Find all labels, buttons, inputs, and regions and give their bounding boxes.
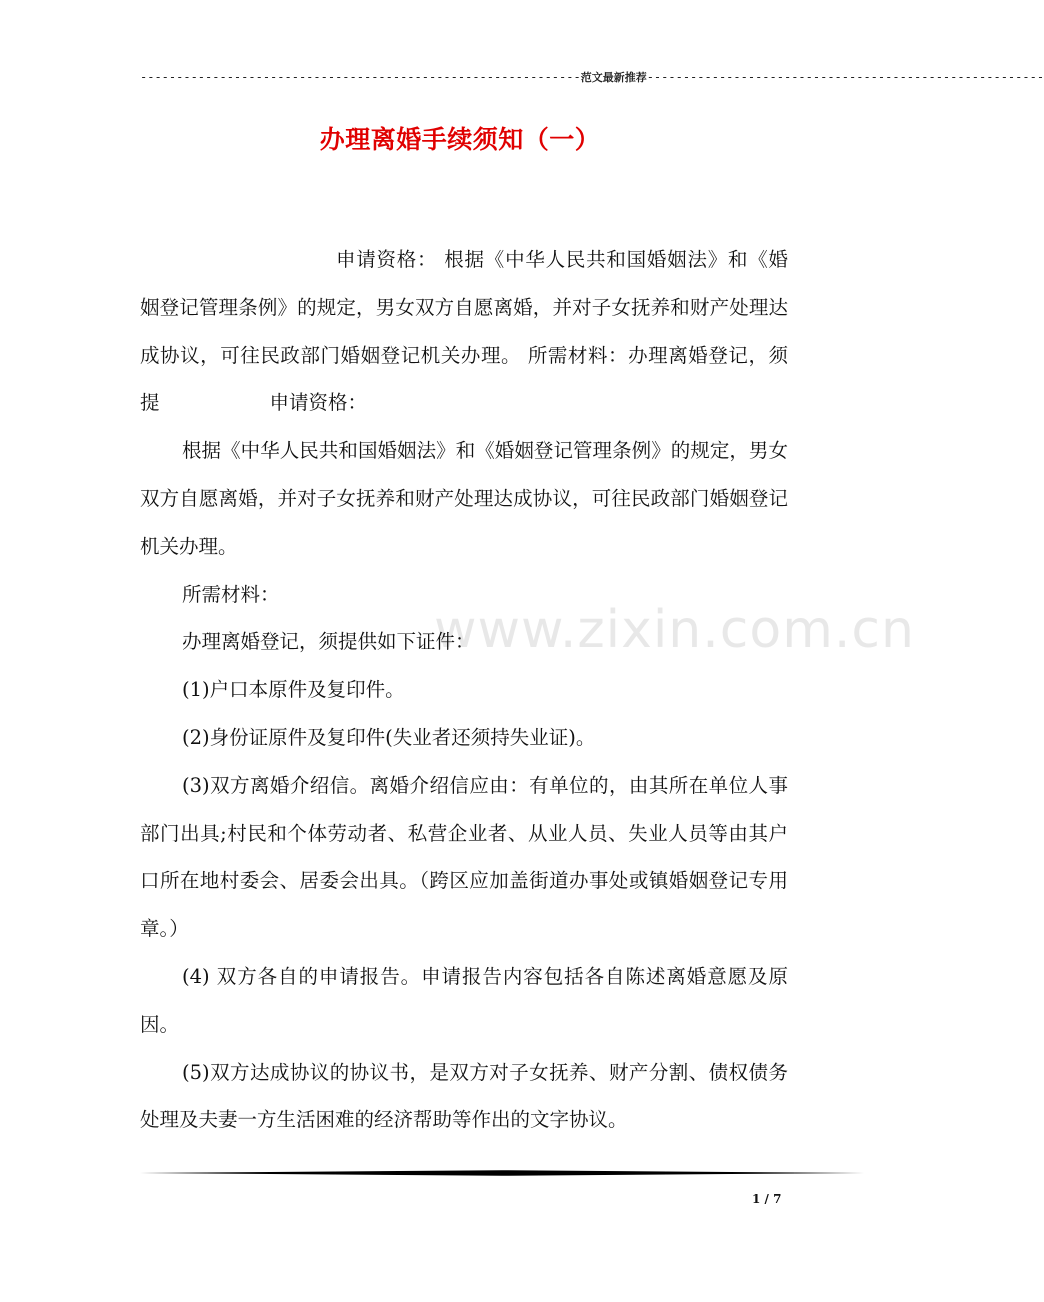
list-item-1: (1)户口本原件及复印件。: [182, 678, 405, 702]
list-item-4: (4) 双方各自的申请报告。申请报告内容包括各自陈述离婚意愿及原因。: [140, 964, 788, 1036]
document-title: 办理离婚手续须知（一）: [319, 125, 601, 154]
paragraph-intro-end: 申请资格：: [269, 391, 368, 415]
page-header: [140, 70, 1044, 85]
header-dashes-right: -------------------------------------------------------: [646, 70, 1044, 84]
document-body: [140, 236, 788, 1144]
paragraph-materials-intro: 办理离婚登记，须提供如下证件：: [182, 630, 475, 654]
header-label: 范文最新推荐: [580, 71, 647, 84]
paragraph-intro: [140, 236, 788, 427]
list-item-3: (3)双方离婚介绍信。离婚介绍信应由：有单位的，由其所在单位人事部门出具;村民和个体劳动者、私营企业者、从业人员、失业人员等由其户口所在地村委会、居委会出具。（跨区应加盖街道办事处或镇婚姻登记专用章。）: [140, 773, 788, 941]
page-number: 1 / 7: [752, 1192, 782, 1206]
list-item-2: (2)身份证原件及复印件(失业者还须持失业证)。: [182, 725, 596, 749]
header-dashes-left: -------------------------------------------------------------: [140, 70, 581, 84]
paragraph-materials-heading: 所需材料：: [182, 582, 280, 606]
footer-divider: [140, 1170, 864, 1176]
paragraph-qualification: 根据《中华人民共和国婚姻法》和《婚姻登记管理条例》的规定，男女双方自愿离婚，并对子女抚养和财产处理达成协议，可往民政部门婚姻登记机关办理。: [140, 439, 788, 558]
paragraph-intro-start: 申请资格： 根据《中华人民共和国婚姻法》和《婚姻登记管理条例》的规定，男女双方自愿离婚，并对子女抚养和财产处理达成协议，可往民政部门婚姻登记机关办理。 所需材料：办理离婚登记，须提: [140, 248, 788, 415]
list-item-5: (5)双方达成协议的协议书，是双方对子女抚养、财产分割、债权债务处理及夫妻一方生活困难的经济帮助等作出的文字协议。: [140, 1060, 788, 1132]
watermark: www.zixin.com.cn: [434, 600, 915, 660]
